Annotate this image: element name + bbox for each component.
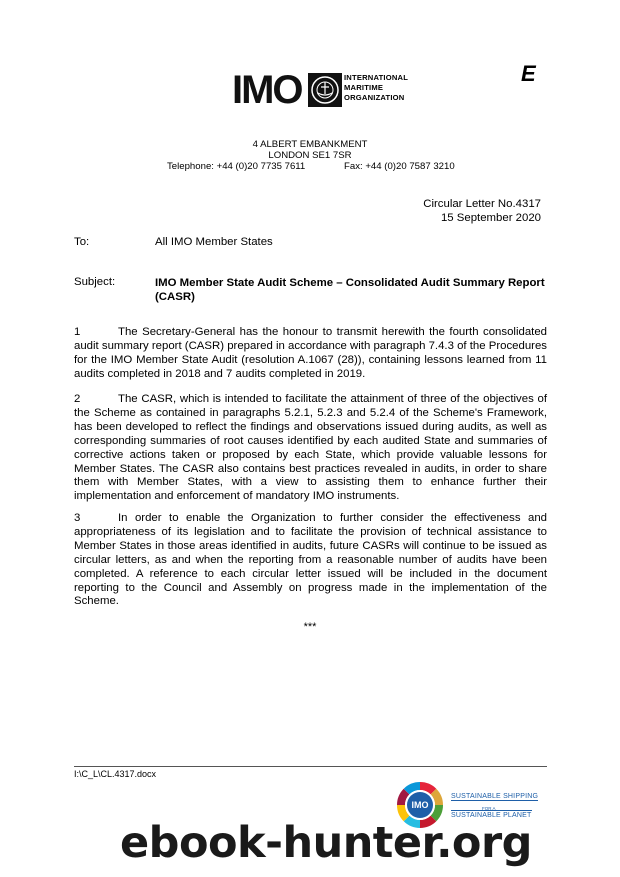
paragraph: [74, 393, 547, 504]
org-name-line: ORGANIZATION: [344, 93, 405, 102]
logo-letters: IMO: [232, 68, 302, 112]
file-reference: I:\C_L\CL.4317.docx: [74, 769, 157, 779]
tagline-line1: SUSTAINABLE SHIPPING: [451, 793, 539, 800]
imo-logo: [232, 70, 408, 110]
paragraph-text: In order to enable the Organization to further consider the effectiveness and appropriateness of its legislation and to facilitate the provision of technical assistance to Member States in those areas identified in audits, future CASRs will continue to be issued as circular letters, as and when the reporting from a reasonable number of audits have been completed. A reference to each circular letter issued will be included in the document reporting to the Council and Assembly on progress made in the implementation of the Scheme.: [74, 512, 547, 608]
subject-value: IMO Member State Audit Scheme – Consolidated Audit Summary Report (CASR): [155, 277, 545, 303]
circular-date: 15 September 2020: [440, 212, 541, 224]
to-value: All IMO Member States: [155, 236, 273, 248]
paragraph-number: 3: [74, 512, 81, 524]
watermark: ebook-hunter.org: [120, 818, 532, 868]
paragraph: [74, 512, 547, 609]
paragraph-text: The Secretary-General has the honour to transmit herewith the fourth consolidated audit summary report (CASR) prepared in accordance with paragraph 7.4.3 of the Procedures for the IMO Member State Audit (resolution A.1067 (28)), containing lessons learned from 11 audits completed in 2018 and 7 audits completed in 2019.: [74, 326, 547, 380]
fax: Fax: +44 (0)20 7587 3210: [344, 161, 455, 172]
telephone: Telephone: +44 (0)20 7735 7611: [167, 161, 306, 172]
paragraph: [74, 326, 547, 382]
org-name-line: INTERNATIONAL: [344, 73, 409, 82]
paragraph-number: 2: [74, 393, 81, 405]
org-name: [344, 73, 408, 103]
paragraph-number: 1: [74, 326, 81, 338]
address-line: LONDON SE1 7SR: [268, 150, 352, 161]
footer-divider: [74, 766, 547, 767]
subject-label: Subject:: [74, 276, 116, 288]
imo-emblem-icon: [308, 73, 342, 107]
org-name-line: MARITIME: [344, 83, 384, 92]
circular-number: Circular Letter No.4317: [423, 198, 541, 210]
paragraph-text: The CASR, which is intended to facilitate the attainment of three of the objectives of the Scheme as contained in paragraphs 5.2.1, 5.2.3 and 5.2.4 of the Scheme's Framework, has been developed to reflect the findings and observations issued during audits, as well as corresponding summaries of root causes identified by each audited State and summaries of corrective actions taken or proposed by each State, which provide valuable lessons for Member States. The CASR also contains best practices revealed in audits, in order to share them with Member States, with a view to assisting them to enhance further their implementation and enforcement of mandatory IMO instruments.: [74, 393, 547, 503]
sdg-logo-text: IMO: [411, 800, 429, 810]
separator: ***: [303, 621, 317, 633]
address-block: [0, 139, 620, 161]
to-label: To:: [74, 236, 90, 248]
address-line: 4 ALBERT EMBANKMENT: [252, 139, 368, 150]
language-code: E: [521, 61, 536, 86]
tagline-for: FOR A: [482, 806, 496, 811]
circular-reference: [423, 197, 541, 225]
tagline-line2: SUSTAINABLE PLANET: [451, 812, 532, 819]
